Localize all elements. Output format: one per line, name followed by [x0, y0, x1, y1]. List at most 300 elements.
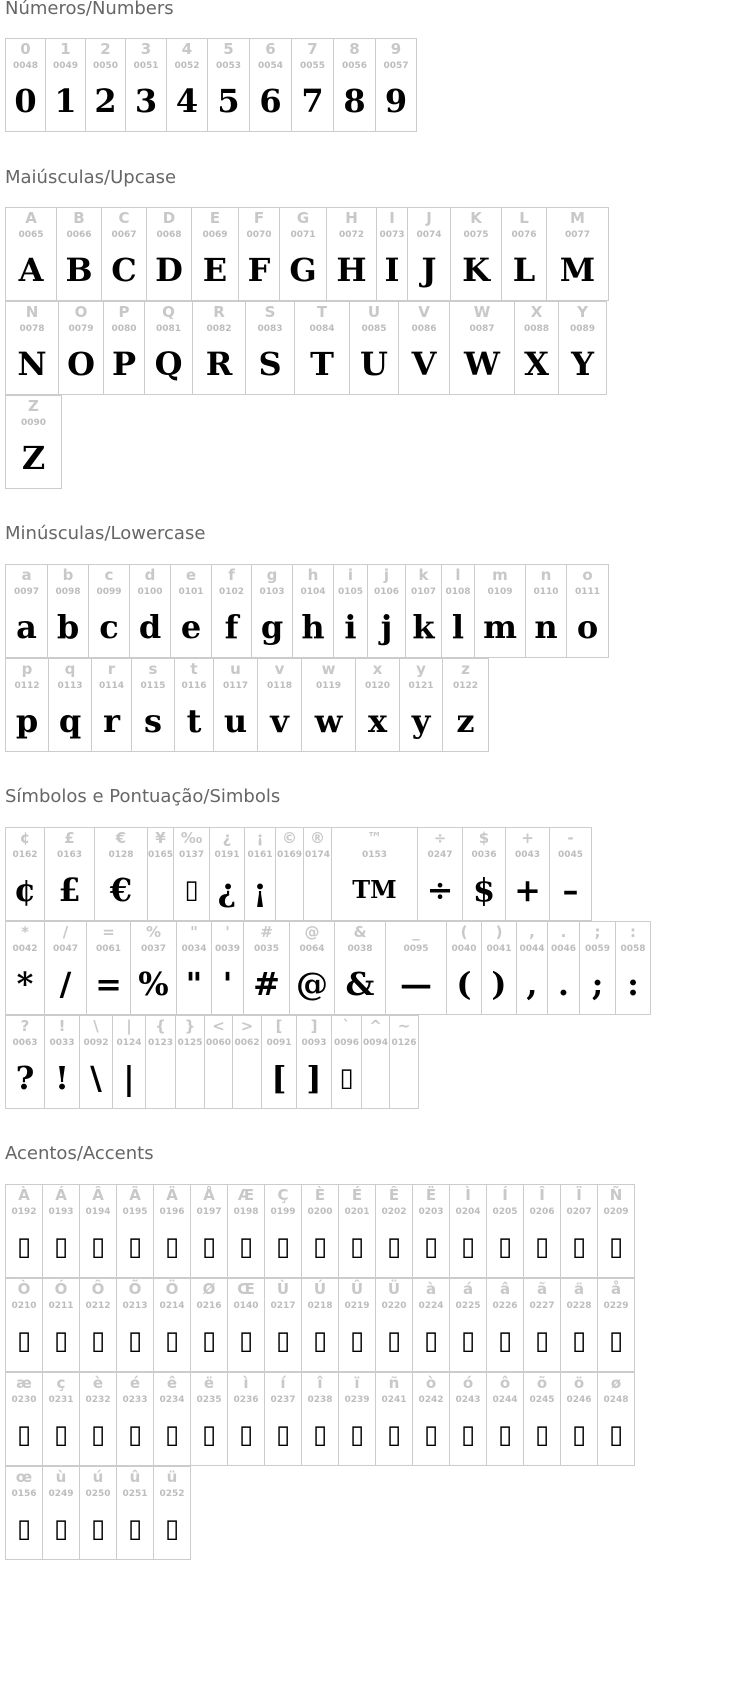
glyph-char-label: q — [64, 660, 76, 678]
glyph-cell — [47, 564, 89, 658]
glyph-cell — [249, 38, 292, 132]
glyph-char-label: ` — [342, 1017, 351, 1035]
glyph-char-label: F — [253, 209, 265, 227]
glyph-char-label: & — [353, 923, 367, 941]
glyph-char-label: ö — [573, 1374, 585, 1392]
glyph-char-label: Z — [28, 397, 39, 415]
glyph-code-label: 0062 — [234, 1038, 260, 1048]
glyph-sample: % — [138, 965, 169, 1003]
glyph-char-label: Ì — [465, 1186, 471, 1204]
glyph-sample: Q — [154, 345, 183, 383]
glyph-code-label: 0174 — [304, 850, 331, 860]
glyph-sample: " — [185, 965, 203, 1003]
glyph-code-label: 0200 — [307, 1207, 333, 1217]
glyph-cell — [405, 564, 442, 658]
glyph-sample: T — [310, 345, 334, 383]
glyph-char-label: A — [25, 209, 37, 227]
glyph-cell — [486, 1184, 524, 1278]
glyph-code-label: 0092 — [83, 1038, 109, 1048]
glyph-sample: R — [205, 345, 233, 383]
glyph-cell — [597, 1372, 635, 1466]
glyph-cell — [251, 564, 293, 658]
glyph-cell — [296, 1015, 332, 1109]
glyph-sample: ▯ — [608, 1420, 624, 1450]
glyph-code-label: 0203 — [418, 1207, 444, 1217]
glyph-sample: U — [360, 345, 388, 383]
glyph-cell — [103, 301, 145, 395]
glyph-cell — [375, 1184, 413, 1278]
glyph-code-label: 0224 — [418, 1301, 444, 1311]
glyph-code-label: 0073 — [379, 230, 405, 240]
glyph-code-label: 0054 — [257, 61, 284, 71]
glyph-sample: S — [258, 345, 282, 383]
glyph-char-label: À — [18, 1186, 30, 1204]
glyph-cell — [523, 1184, 561, 1278]
glyph-sample: W — [464, 345, 500, 383]
glyph-cell — [209, 827, 245, 921]
glyph-code-label: 0225 — [455, 1301, 481, 1311]
glyph-sample: 3 — [134, 82, 158, 120]
glyph-row-numbers-1 — [5, 38, 416, 132]
glyph-sample: ▯ — [164, 1420, 180, 1450]
glyph-cell — [449, 1184, 487, 1278]
glyph-char-label: B — [73, 209, 85, 227]
glyph-code-label: 0093 — [301, 1038, 327, 1048]
glyph-cell — [48, 658, 92, 752]
glyph-sample: ▯ — [312, 1326, 328, 1356]
glyph-sample: , — [526, 965, 538, 1003]
glyph-cell — [375, 1278, 413, 1372]
glyph-code-label: 0087 — [469, 324, 495, 334]
glyph-sample: q — [58, 702, 82, 740]
glyph-cell — [376, 207, 408, 301]
glyph-code-label: 0050 — [92, 61, 119, 71]
glyph-code-label: 0042 — [12, 944, 38, 954]
glyph-sample: ▯ — [53, 1232, 69, 1262]
glyph-cell — [462, 827, 506, 921]
glyph-sample: ▯ — [127, 1420, 143, 1450]
glyph-cell — [166, 38, 208, 132]
glyph-cell — [94, 827, 148, 921]
glyph-sample: ▯ — [460, 1326, 476, 1356]
glyph-cell — [79, 1372, 117, 1466]
glyph-char-label: c — [104, 566, 114, 584]
glyph-cell — [446, 921, 482, 1015]
glyph-char-label: U — [367, 303, 381, 321]
glyph-sample: ▯ — [534, 1326, 550, 1356]
glyph-cell — [597, 1184, 635, 1278]
glyph-code-label: 0094 — [362, 1038, 389, 1048]
glyph-row-upcase-1 — [5, 207, 608, 301]
glyph-code-label: 0059 — [584, 944, 611, 954]
glyph-char-label: £ — [64, 829, 75, 847]
glyph-sample: f — [224, 608, 239, 646]
glyph-cell — [385, 921, 447, 1015]
glyph-code-label: 0070 — [246, 230, 272, 240]
glyph-sample: Y — [571, 345, 594, 383]
glyph-code-label: 0116 — [181, 681, 207, 691]
glyph-char-label: í — [280, 1374, 286, 1392]
glyph-char-label: d — [144, 566, 156, 584]
glyph-sample: 6 — [259, 82, 282, 120]
glyph-code-label: 0123 — [147, 1038, 174, 1048]
glyph-code-label: 0239 — [344, 1395, 370, 1405]
glyph-cell — [227, 1184, 265, 1278]
glyph-cell — [333, 38, 376, 132]
glyph-char-label: } — [184, 1017, 196, 1035]
glyph-code-label: 0089 — [569, 324, 596, 334]
glyph-sample: * — [16, 965, 34, 1003]
glyph-cell — [560, 1372, 598, 1466]
glyph-code-label: 0053 — [215, 61, 242, 71]
glyph-char-label: 8 — [349, 40, 360, 58]
glyph-char-label: 5 — [223, 40, 234, 58]
glyph-code-label: 0206 — [529, 1207, 555, 1217]
glyph-row-lowercase-1 — [5, 564, 608, 658]
glyph-cell — [514, 301, 559, 395]
glyph-sample: . — [557, 965, 570, 1003]
glyph-sample: b — [56, 608, 80, 646]
glyph-code-label: 0088 — [523, 324, 550, 334]
glyph-code-label: 0207 — [566, 1207, 592, 1217]
glyph-code-label: 0204 — [455, 1207, 481, 1217]
glyph-char-label: J — [426, 209, 432, 227]
glyph-char-label: X — [530, 303, 543, 321]
glyph-cell — [88, 564, 130, 658]
glyph-code-label: 0249 — [48, 1489, 74, 1499]
glyph-code-label: 0126 — [391, 1038, 417, 1048]
glyph-code-label: 0196 — [159, 1207, 185, 1217]
glyph-sample: K — [462, 251, 490, 289]
glyph-code-label: 0161 — [247, 850, 273, 860]
glyph-code-label: 0153 — [361, 850, 388, 860]
glyph-char-label: î — [317, 1374, 323, 1392]
glyph-sample: ▯ — [497, 1420, 513, 1450]
glyph-sample: x — [367, 702, 388, 740]
glyph-code-label: 0104 — [300, 587, 326, 597]
glyph-code-label: 0085 — [361, 324, 387, 334]
glyph-char-label: ÷ — [433, 829, 447, 847]
glyph-sample: ( — [456, 965, 472, 1003]
glyph-cell — [204, 1015, 233, 1109]
glyph-sample: ▯ — [164, 1232, 180, 1262]
glyph-char-label: Õ — [128, 1280, 142, 1298]
glyph-code-label: 0086 — [411, 324, 437, 334]
glyph-row-accents-3 — [5, 1372, 634, 1466]
glyph-sample: ▯ — [608, 1232, 624, 1262]
glyph-code-label: 0103 — [259, 587, 285, 597]
glyph-code-label: 0069 — [202, 230, 228, 240]
glyph-sample: ▯ — [275, 1420, 291, 1450]
glyph-char-label: ™ — [367, 829, 382, 847]
glyph-code-label: 0137 — [178, 850, 205, 860]
glyph-char-label: ] — [310, 1017, 318, 1035]
glyph-cell — [211, 921, 244, 1015]
glyph-sample: ; — [591, 965, 604, 1003]
glyph-char-label: È — [314, 1186, 326, 1204]
glyph-cell — [42, 1466, 80, 1560]
glyph-sample: ▯ — [423, 1420, 439, 1450]
glyph-cell — [85, 38, 126, 132]
glyph-char-label: Ã — [129, 1186, 141, 1204]
glyph-char-label: ç — [56, 1374, 66, 1392]
glyph-code-label: 0163 — [56, 850, 83, 860]
glyph-cell — [153, 1372, 191, 1466]
glyph-char-label: ù — [55, 1468, 67, 1486]
glyph-cell — [441, 564, 475, 658]
glyph-char-label: p — [21, 660, 33, 678]
glyph-cell — [367, 564, 406, 658]
glyph-char-label: 3 — [140, 40, 152, 58]
glyph-code-label: 0097 — [13, 587, 40, 597]
glyph-code-label: 0156 — [11, 1489, 37, 1499]
glyph-code-label: 0236 — [233, 1395, 259, 1405]
glyph-sample: L — [512, 251, 536, 289]
glyph-char-label: S — [264, 303, 276, 321]
glyph-char-label: O — [74, 303, 88, 321]
glyph-char-label: 0 — [20, 40, 31, 58]
glyph-code-label: 0201 — [344, 1207, 370, 1217]
glyph-char-label: I — [389, 209, 395, 227]
glyph-cell — [474, 564, 526, 658]
glyph-sample: ▯ — [201, 1420, 217, 1450]
glyph-sample: + — [514, 871, 541, 909]
glyph-char-label: 7 — [307, 40, 318, 58]
glyph-sample: ▯ — [201, 1326, 217, 1356]
glyph-cell — [398, 301, 450, 395]
glyph-code-label: 0162 — [12, 850, 38, 860]
glyph-sample: ▯ — [460, 1420, 476, 1450]
glyph-sample: P — [111, 345, 137, 383]
glyph-sample: l — [451, 608, 465, 646]
glyph-cell — [5, 207, 57, 301]
glyph-char-label: b — [62, 566, 74, 584]
glyph-code-label: 0228 — [566, 1301, 592, 1311]
glyph-char-label: V — [418, 303, 430, 321]
glyph-char-label: 1 — [60, 40, 71, 58]
glyph-sample: ÷ — [426, 871, 454, 909]
section-title-upcase: Maiúsculas/Upcase — [5, 167, 177, 188]
glyph-code-label: 0212 — [85, 1301, 111, 1311]
glyph-cell — [264, 1278, 302, 1372]
glyph-cell — [558, 301, 607, 395]
glyph-sample: ▯ — [90, 1326, 106, 1356]
glyph-cell — [375, 38, 417, 132]
glyph-sample: ▯ — [127, 1514, 143, 1544]
glyph-code-label: 0068 — [156, 230, 182, 240]
glyph-code-label: 0100 — [137, 587, 163, 597]
glyph-sample: X — [524, 345, 549, 383]
glyph-sample: A — [18, 251, 44, 289]
glyph-char-label: © — [282, 829, 297, 847]
glyph-char-label: / — [62, 923, 69, 941]
glyph-sample: g — [260, 608, 284, 646]
glyph-sample: ▯ — [386, 1420, 402, 1450]
glyph-char-label: u — [230, 660, 241, 678]
glyph-code-label: 0049 — [52, 61, 79, 71]
glyph-code-label: 0119 — [315, 681, 342, 691]
glyph-sample: TM — [352, 875, 397, 904]
glyph-cell — [130, 921, 177, 1015]
glyph-sample: € — [109, 871, 133, 909]
glyph-cell — [449, 1278, 487, 1372]
glyph-sample: 1 — [54, 82, 77, 120]
glyph-code-label: 0039 — [214, 944, 241, 954]
glyph-code-label: 0110 — [533, 587, 559, 597]
glyph-char-label: ! — [58, 1017, 66, 1035]
glyph-code-label: 0105 — [337, 587, 364, 597]
glyph-char-label: 4 — [181, 40, 193, 58]
glyph-code-label: 0084 — [309, 324, 335, 334]
glyph-cell — [449, 1372, 487, 1466]
glyph-cell — [243, 921, 290, 1015]
glyph-sample: ¢ — [13, 871, 37, 909]
glyph-cell — [42, 1372, 80, 1466]
glyph-char-label: Ò — [17, 1280, 31, 1298]
glyph-sample: v — [270, 702, 289, 740]
glyph-code-label: 0113 — [57, 681, 83, 691]
glyph-sample: D — [155, 251, 183, 289]
glyph-char-label: ¢ — [19, 829, 31, 847]
glyph-sample: u — [223, 702, 248, 740]
glyph-char-label: Å — [203, 1186, 215, 1204]
glyph-cell — [79, 1278, 117, 1372]
glyph-char-label: Q — [162, 303, 175, 321]
glyph-code-label: 0080 — [111, 324, 137, 334]
glyph-code-label: 0036 — [471, 850, 497, 860]
glyph-cell — [116, 1278, 154, 1372]
glyph-sample: ▯ — [201, 1232, 217, 1262]
glyph-cell — [112, 1015, 146, 1109]
glyph-char-label: R — [213, 303, 225, 321]
glyph-cell — [566, 564, 609, 658]
glyph-code-label: 0112 — [14, 681, 40, 691]
glyph-char-label: 6 — [265, 40, 276, 58]
glyph-sample: ▯ — [497, 1232, 513, 1262]
glyph-code-label: 0244 — [492, 1395, 518, 1405]
glyph-char-label: r — [107, 660, 116, 678]
glyph-code-label: 0214 — [159, 1301, 185, 1311]
glyph-code-label: 0199 — [270, 1207, 296, 1217]
glyph-cell — [213, 658, 258, 752]
glyph-sample: ▯ — [275, 1232, 291, 1262]
glyph-cell — [331, 1015, 362, 1109]
glyph-code-label: 0226 — [492, 1301, 518, 1311]
glyph-cell — [5, 1184, 43, 1278]
glyph-char-label: { — [155, 1017, 166, 1035]
glyph-code-label: 0038 — [347, 944, 373, 954]
glyph-sample: k — [412, 608, 435, 646]
glyph-cell — [486, 1372, 524, 1466]
glyph-char-label: v — [274, 660, 285, 678]
glyph-sample: — — [400, 965, 432, 1003]
glyph-char-label: P — [118, 303, 130, 321]
glyph-code-label: 0106 — [373, 587, 400, 597]
glyph-code-label: 0218 — [307, 1301, 333, 1311]
glyph-cell — [131, 658, 175, 752]
glyph-code-label: 0096 — [333, 1038, 360, 1048]
glyph-char-label: Ê — [388, 1186, 400, 1204]
glyph-sample: E — [202, 251, 228, 289]
glyph-code-label: 0075 — [463, 230, 489, 240]
glyph-sample: ▯ — [238, 1420, 254, 1450]
glyph-sample: ▯ — [339, 1063, 354, 1093]
glyph-cell — [334, 921, 386, 1015]
glyph-char-label: Ü — [387, 1280, 401, 1298]
glyph-code-label: 0115 — [140, 681, 166, 691]
glyph-sample: ▯ — [423, 1326, 439, 1356]
glyph-char-label: Û — [350, 1280, 364, 1298]
glyph-code-label: 0241 — [381, 1395, 407, 1405]
glyph-cell — [192, 301, 246, 395]
glyph-cell — [144, 301, 193, 395]
glyph-char-label: Ö — [165, 1280, 179, 1298]
glyph-cell — [549, 827, 592, 921]
glyph-cell — [516, 921, 548, 1015]
glyph-sample: o — [576, 608, 599, 646]
glyph-code-label: 0082 — [206, 324, 232, 334]
glyph-char-label: Ø — [202, 1280, 216, 1298]
glyph-sample: ▯ — [349, 1420, 365, 1450]
glyph-code-label: 0165 — [148, 850, 174, 860]
glyph-char-label: É — [351, 1186, 363, 1204]
glyph-code-label: 0213 — [122, 1301, 148, 1311]
glyph-sample: i — [344, 608, 357, 646]
glyph-sample: M — [559, 251, 596, 289]
glyph-char-label: è — [92, 1374, 104, 1392]
glyph-cell — [505, 827, 550, 921]
glyph-char-label: ¿ — [222, 829, 232, 847]
glyph-cell — [326, 207, 377, 301]
glyph-code-label: 0063 — [12, 1038, 38, 1048]
glyph-row-symbols-3 — [5, 1015, 418, 1109]
glyph-char-label: á — [462, 1280, 474, 1298]
glyph-cell — [175, 1015, 205, 1109]
glyph-char-label: ~ — [397, 1017, 411, 1035]
glyph-code-label: 0205 — [492, 1207, 518, 1217]
glyph-code-label: 0242 — [418, 1395, 444, 1405]
glyph-code-label: 0194 — [85, 1207, 111, 1217]
glyph-code-label: 0037 — [140, 944, 167, 954]
glyph-sample: n — [534, 608, 558, 646]
glyph-sample: ▯ — [16, 1326, 32, 1356]
glyph-char-label: ) — [495, 923, 503, 941]
glyph-code-label: 0035 — [253, 944, 280, 954]
glyph-code-label: 0052 — [174, 61, 200, 71]
glyph-char-label: > — [240, 1017, 254, 1035]
glyph-char-label: ø — [610, 1374, 622, 1392]
glyph-cell — [174, 658, 214, 752]
glyph-code-label: 0102 — [218, 587, 245, 597]
glyph-code-label: 0229 — [603, 1301, 629, 1311]
glyph-code-label: 0065 — [18, 230, 44, 240]
glyph-char-label: ú — [92, 1468, 104, 1486]
glyph-char-label: [ — [275, 1017, 283, 1035]
glyph-code-label: 0169 — [276, 850, 303, 860]
section-title-numbers: Números/Numbers — [5, 0, 174, 19]
glyph-cell — [450, 207, 502, 301]
glyph-char-label: N — [25, 303, 39, 321]
glyph-char-label: _ — [412, 923, 420, 941]
glyph-cell — [333, 564, 368, 658]
glyph-char-label: M — [570, 209, 585, 227]
glyph-char-label: s — [148, 660, 158, 678]
glyph-sample: ' — [222, 965, 233, 1003]
glyph-char-label: h — [307, 566, 319, 584]
glyph-char-label: a — [21, 566, 32, 584]
glyph-cell — [5, 1372, 43, 1466]
glyph-code-label: 0111 — [574, 587, 601, 597]
